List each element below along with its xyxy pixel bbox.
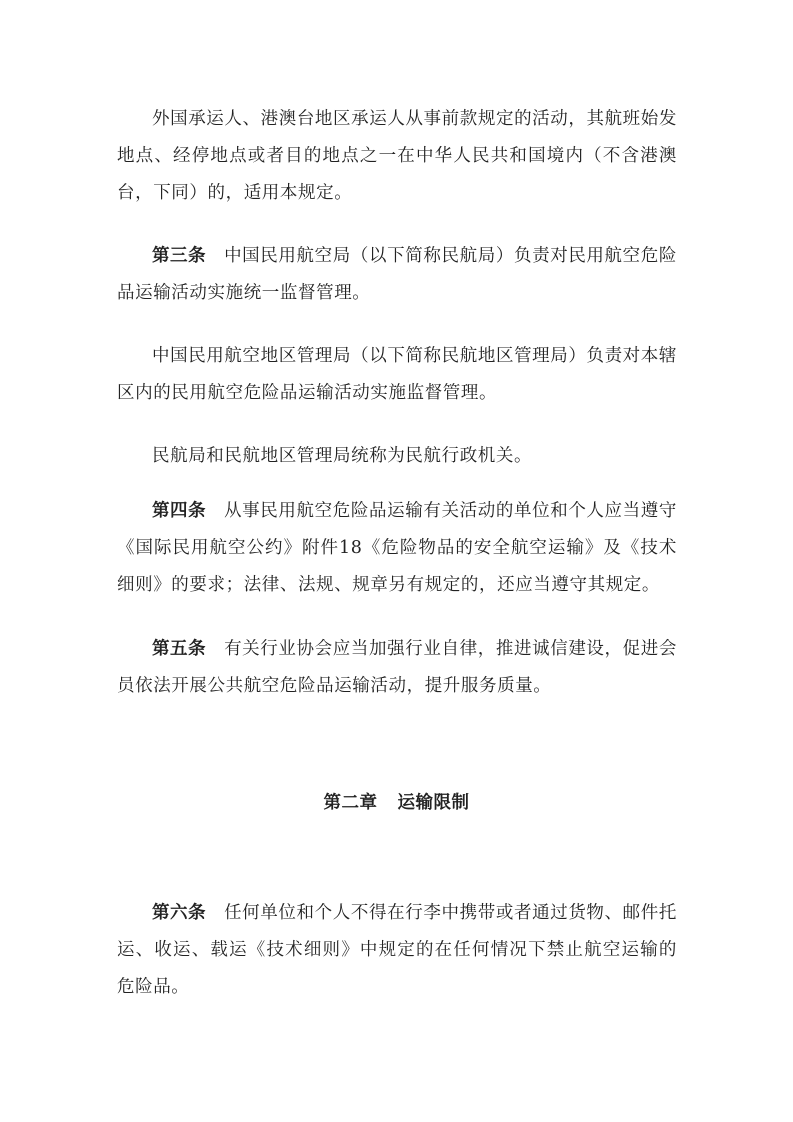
chapter-title: 运输限制 bbox=[397, 793, 470, 813]
article-4 bbox=[117, 493, 677, 604]
article-6 bbox=[117, 895, 677, 1006]
paragraph-regional-administration: 中国民用航空地区管理局（以下简称民航地区管理局）负责对本辖区内的民用航空危险品运输活动实施监督管理。 bbox=[117, 346, 677, 403]
article-number: 第四条 bbox=[152, 501, 207, 521]
article-text: 从事民用航空危险品运输有关活动的单位和个人应当遵守《国际民用航空公约》附件18《危险物品的安全航空运输》及《技术细则》的要求；法律、法规、规章另有规定的，还应当遵守其规定。 bbox=[117, 501, 678, 595]
article-text: 任何单位和个人不得在行李中携带或者通过货物、邮件托运、收运、载运《技术细则》中规定的在任何情况下禁止航空运输的危险品。 bbox=[117, 903, 678, 997]
article-3 bbox=[117, 238, 677, 312]
article-text: 中国民用航空局（以下简称民航局）负责对民用航空危险品运输活动实施统一监督管理。 bbox=[117, 246, 678, 303]
article-number: 第六条 bbox=[152, 903, 207, 923]
chapter-heading bbox=[0, 788, 793, 818]
article-number: 第五条 bbox=[152, 639, 207, 659]
article-5 bbox=[117, 631, 677, 705]
chapter-number: 第二章 bbox=[323, 793, 378, 813]
article-text: 有关行业协会应当加强行业自律，推进诚信建设，促进会员依法开展公共航空危险品运输活动，提升服务质量。 bbox=[117, 639, 678, 696]
paragraph-authorities: 民航局和民航地区管理局统称为民航行政机关。 bbox=[152, 446, 533, 466]
paragraph-foreign-carriers: 外国承运人、港澳台地区承运人从事前款规定的活动，其航班始发地点、经停地点或者目的地点之一在中华人民共和国境内（不含港澳台，下同）的，适用本规定。 bbox=[117, 109, 677, 203]
article-number: 第三条 bbox=[152, 246, 207, 266]
